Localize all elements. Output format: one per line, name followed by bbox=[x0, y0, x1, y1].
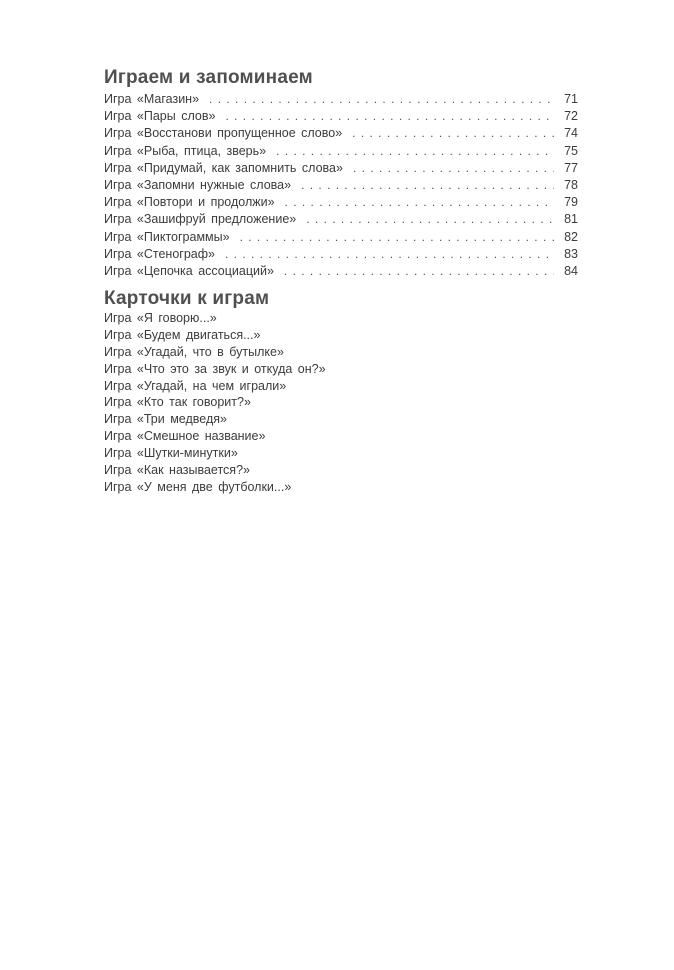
toc-entry-label: Игра «Запомни нужные слова» bbox=[104, 177, 292, 192]
toc-page-number: 82 bbox=[564, 229, 578, 244]
toc-entry-label: Игра «Рыба, птица, зверь» bbox=[104, 143, 267, 158]
card-entry[interactable]: Игра «Кто так говорит?» bbox=[104, 395, 251, 410]
dot-leader bbox=[276, 143, 554, 160]
toc-list-kartochki-k-igram bbox=[104, 310, 326, 496]
toc-entry-label: Игра «Цепочка ассоциаций» bbox=[104, 263, 274, 278]
toc-entry-label: Игра «Пиктограммы» bbox=[104, 229, 230, 244]
toc-page-number: 81 bbox=[564, 212, 578, 227]
toc-entry[interactable] bbox=[104, 125, 578, 142]
toc-entry[interactable] bbox=[104, 246, 578, 263]
card-entry[interactable]: Игра «Угадай, на чем играли» bbox=[104, 378, 287, 393]
card-entry[interactable]: Игра «Угадай, что в бутылке» bbox=[104, 344, 284, 359]
toc-entry-label: Игра «Восстанови пропущенное слово» bbox=[104, 126, 343, 141]
toc-entry[interactable] bbox=[104, 194, 578, 211]
section-title-igraem-i-zapominaem: Играем и запоминаем bbox=[104, 67, 313, 88]
toc-entry-label: Игра «Придумай, как запомнить слова» bbox=[104, 160, 343, 175]
dot-leader bbox=[284, 263, 554, 280]
toc-entry[interactable] bbox=[104, 177, 578, 194]
card-entry[interactable]: Игра «У меня две футболки...» bbox=[104, 479, 292, 494]
card-entry[interactable]: Игра «Что это за звук и откуда он?» bbox=[104, 361, 326, 376]
card-entry[interactable]: Игра «Три медведя» bbox=[104, 412, 227, 427]
dot-leader bbox=[306, 211, 554, 228]
toc-page-number: 79 bbox=[564, 195, 578, 210]
card-entry[interactable]: Игра «Я говорю...» bbox=[104, 311, 217, 325]
dot-leader bbox=[353, 160, 554, 177]
toc-entry[interactable] bbox=[104, 160, 578, 177]
card-entry[interactable]: Игра «Смешное название» bbox=[104, 429, 266, 444]
card-entry[interactable]: Игра «Как называется?» bbox=[104, 463, 250, 478]
dot-leader bbox=[225, 246, 554, 263]
toc-entry-label: Игра «Пары слов» bbox=[104, 109, 216, 124]
card-entry[interactable]: Игра «Будем двигаться...» bbox=[104, 327, 261, 342]
toc-entry-label: Игра «Повтори и продолжи» bbox=[104, 195, 275, 210]
card-entry[interactable]: Игра «Шутки-минутки» bbox=[104, 446, 238, 461]
section-title-kartochki-k-igram: Карточки к играм bbox=[104, 288, 270, 309]
toc-entry-label: Игра «Стенограф» bbox=[104, 246, 215, 261]
toc-page-number: 72 bbox=[564, 109, 578, 124]
toc-page-number: 74 bbox=[564, 126, 578, 141]
toc-page-number: 83 bbox=[564, 246, 578, 261]
dot-leader bbox=[225, 108, 554, 125]
toc-page-number: 78 bbox=[564, 177, 578, 192]
toc-entry[interactable] bbox=[104, 108, 578, 125]
toc-entry-label: Игра «Зашифруй предложение» bbox=[104, 212, 297, 227]
dot-leader bbox=[301, 177, 554, 194]
toc-entry-label: Игра «Магазин» bbox=[104, 92, 200, 106]
toc-entry[interactable] bbox=[104, 143, 578, 160]
toc-entry[interactable] bbox=[104, 263, 578, 280]
dot-leader bbox=[285, 194, 554, 211]
toc-page-number: 77 bbox=[564, 160, 578, 175]
toc-page-number: 75 bbox=[564, 143, 578, 158]
toc-page-number: 71 bbox=[564, 92, 578, 106]
toc-entry[interactable] bbox=[104, 91, 578, 108]
dot-leader bbox=[209, 91, 554, 108]
dot-leader bbox=[240, 229, 554, 246]
toc-list-igraem-i-zapominaem bbox=[104, 91, 578, 280]
toc-entry[interactable] bbox=[104, 229, 578, 246]
toc-entry[interactable] bbox=[104, 211, 578, 228]
dot-leader bbox=[352, 125, 554, 142]
toc-page-number: 84 bbox=[564, 263, 578, 278]
